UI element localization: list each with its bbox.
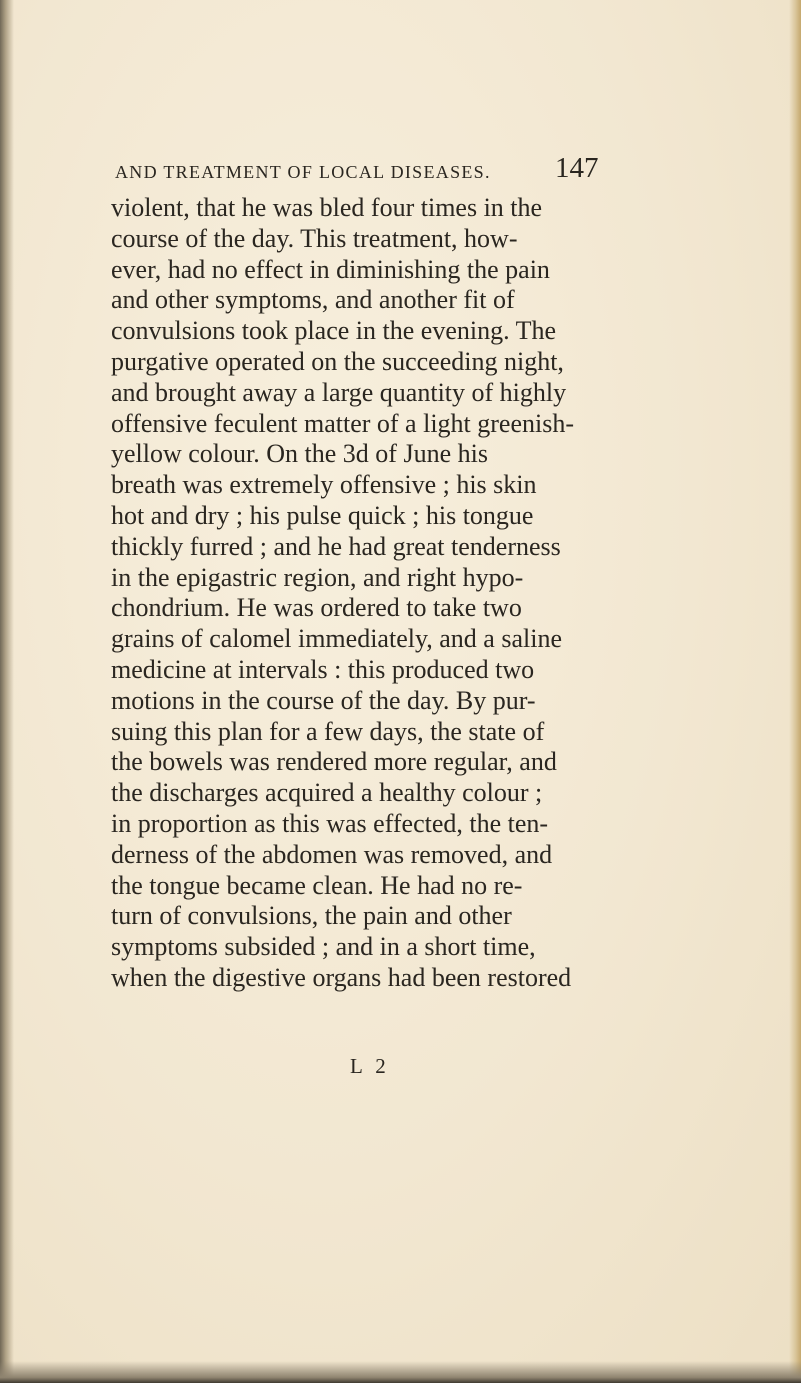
text-line: and brought away a large quantity of highly bbox=[111, 377, 567, 407]
text-line: grains of calomel immediately, and a saline bbox=[111, 624, 562, 654]
text-line: when the digestive organs had been restored bbox=[111, 962, 572, 992]
text-line: thickly furred ; and he had great tenderness bbox=[111, 531, 561, 561]
text-line: breath was extremely offensive ; his skin bbox=[111, 470, 537, 500]
text-line: symptoms subsided ; and in a short time, bbox=[111, 932, 536, 962]
text-line: the bowels was rendered more regular, and bbox=[111, 747, 557, 777]
page-edge-bottom bbox=[0, 1361, 801, 1383]
text-line: the tongue became clean. He had no re- bbox=[111, 870, 523, 900]
running-head-title: AND TREATMENT OF LOCAL DISEASES. bbox=[115, 162, 491, 182]
page-number: 147 bbox=[555, 152, 599, 184]
page-edge-right bbox=[789, 0, 801, 1383]
text-line: yellow colour. On the 3d of June his bbox=[111, 439, 488, 469]
text-line: violent, that he was bled four times in the bbox=[111, 193, 543, 222]
text-line: medicine at intervals : this produced two bbox=[111, 654, 535, 684]
text-line: in proportion as this was effected, the ten- bbox=[111, 808, 549, 838]
text-line: convulsions took place in the evening. The bbox=[111, 316, 557, 346]
text-line: derness of the abdomen was removed, and bbox=[111, 839, 553, 869]
text-line: and other symptoms, and another fit of bbox=[111, 285, 515, 315]
text-line: chondrium. He was ordered to take two bbox=[111, 593, 522, 623]
text-line: offensive feculent matter of a light greenish- bbox=[111, 408, 575, 438]
binding-shadow bbox=[0, 0, 14, 1383]
text-line: purgative operated on the succeeding night, bbox=[111, 346, 564, 376]
text-line: course of the day. This treatment, how- bbox=[111, 223, 518, 253]
text-line: motions in the course of the day. By pur- bbox=[111, 685, 536, 715]
text-line: the discharges acquired a healthy colour ; bbox=[111, 778, 543, 808]
running-head bbox=[115, 152, 715, 182]
body-text bbox=[111, 193, 711, 994]
text-line: in the epigastric region, and right hypo- bbox=[111, 562, 524, 592]
text-line: turn of convulsions, the pain and other bbox=[111, 901, 512, 931]
text-line: ever, had no effect in diminishing the pain bbox=[111, 254, 550, 284]
text-line: suing this plan for a few days, the state of bbox=[111, 716, 545, 746]
signature-mark: L 2 bbox=[350, 1054, 390, 1078]
text-line: hot and dry ; his pulse quick ; his tongue bbox=[111, 500, 534, 530]
